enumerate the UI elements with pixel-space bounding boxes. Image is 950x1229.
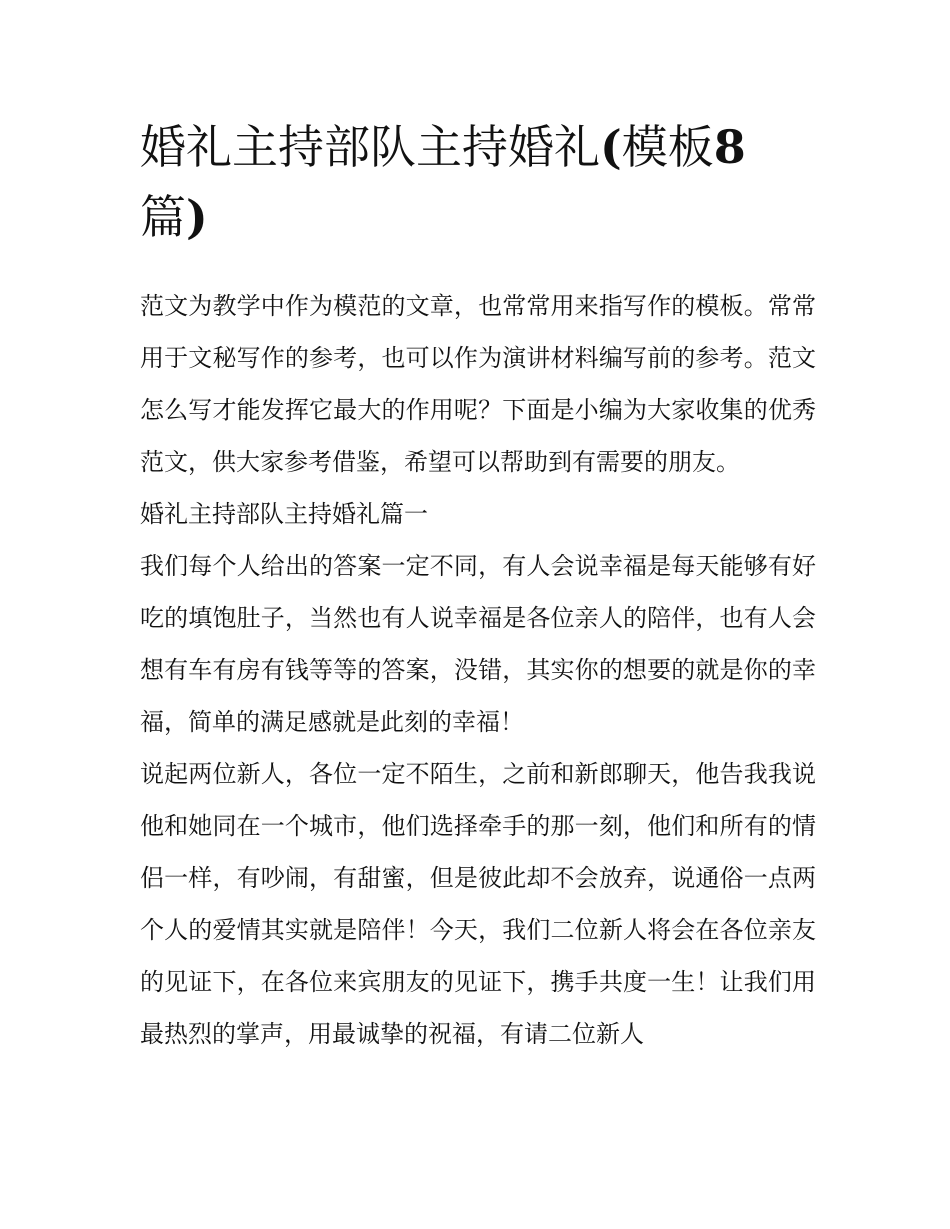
document-content — [140, 112, 816, 1060]
title-number: 8 — [713, 120, 746, 174]
section-heading: 婚礼主持部队主持婚礼篇一 — [140, 500, 428, 528]
title-part3: 篇 — [140, 190, 186, 244]
document-body — [140, 280, 816, 1060]
title-part2: 模板 — [621, 120, 714, 174]
title-paren-close: ) — [186, 190, 208, 244]
title-paren-open: ( — [600, 120, 622, 174]
document-title — [140, 112, 816, 252]
body-paragraph-2: 说起两位新人，各位一定不陌生，之前和新郎聊天，他告我我说他和她同在一个城市，他们选择牵手的那一刻，他们和所有的情侣一样，有吵闹，有甜蜜，但是彼此却不会放弃，说通俗一点两个人的爱情其实就是陪伴！今天，我们二位新人将会在各位亲友的见证下，在各位来宾朋友的见证下，携手共度一生！让我们用最热烈的掌声，用最诚挚的祝福，有请二位新人 — [140, 760, 816, 1048]
title-part1: 婚礼主持部队主持婚礼 — [140, 120, 600, 174]
body-paragraph-1: 我们每个人给出的答案一定不同，有人会说幸福是每天能够有好吃的填饱肚子，当然也有人说幸福是各位亲人的陪伴，也有人会想有车有房有钱等等的答案，没错，其实你的想要的就是你的幸福，简单的满足感就是此刻的幸福！ — [140, 552, 816, 736]
intro-paragraph: 范文为教学中作为模范的文章，也常常用来指写作的模板。常常用于文秘写作的参考，也可以作为演讲材料编写前的参考。范文怎么写才能发挥它最大的作用呢？下面是小编为大家收集的优秀范文，供大家参考借鉴，希望可以帮助到有需要的朋友。 — [140, 292, 816, 476]
